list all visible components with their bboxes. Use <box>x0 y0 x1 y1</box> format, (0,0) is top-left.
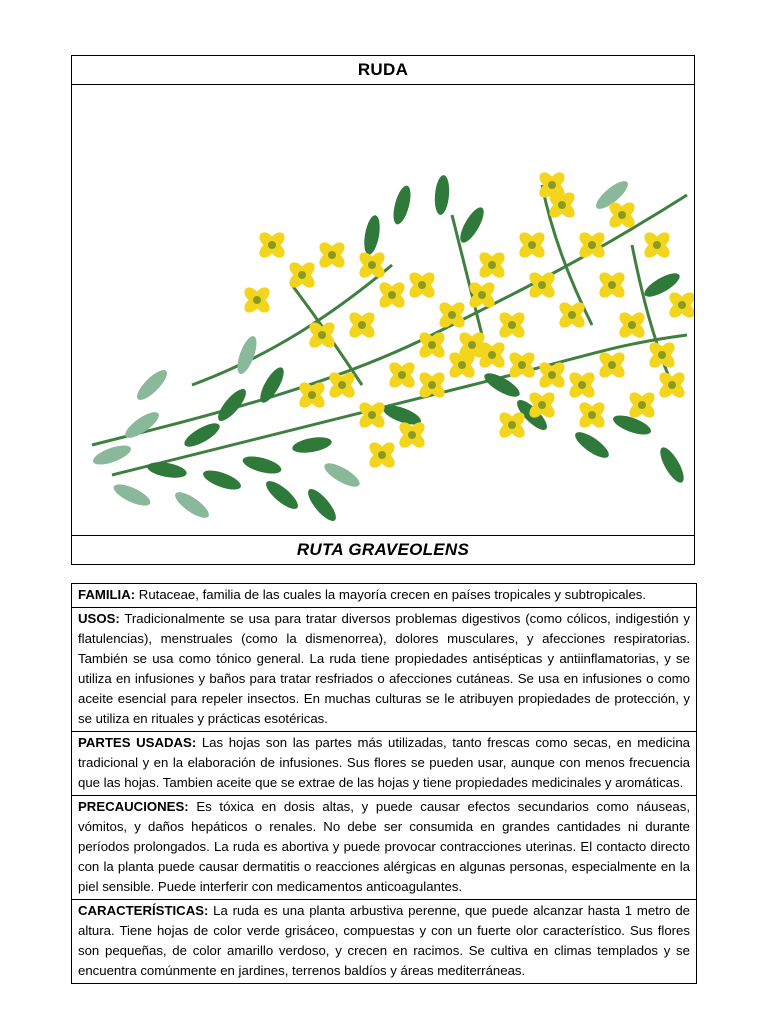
section-usos <box>72 607 696 731</box>
flower-center <box>378 451 386 459</box>
yellow-flower <box>376 279 407 310</box>
leaf <box>433 174 450 215</box>
leaf <box>91 442 133 469</box>
flower-center <box>488 261 496 269</box>
yellow-flower <box>286 259 317 290</box>
yellow-flower <box>366 439 397 470</box>
flower-center <box>408 431 416 439</box>
flower-center <box>428 381 436 389</box>
leaf <box>656 444 688 486</box>
yellow-flower <box>556 299 587 330</box>
flower-center <box>298 271 306 279</box>
flower-center <box>578 381 586 389</box>
flower-center <box>368 411 376 419</box>
leaf <box>256 364 288 406</box>
yellow-flower <box>356 249 387 280</box>
flower-center <box>628 321 636 329</box>
flower-center <box>448 311 456 319</box>
yellow-flower <box>496 309 527 340</box>
section-label: PARTES USADAS: <box>78 735 197 750</box>
yellow-flower <box>666 289 694 320</box>
leaf <box>111 480 153 510</box>
leaf <box>241 453 283 477</box>
leaf <box>172 488 213 522</box>
section-label: USOS: <box>78 611 120 626</box>
yellow-flower <box>646 339 677 370</box>
section-label: FAMILIA: <box>78 587 136 602</box>
yellow-flower <box>656 369 687 400</box>
flower-center <box>678 301 686 309</box>
flower-center <box>458 361 466 369</box>
flower-center <box>428 341 436 349</box>
yellow-flower <box>596 349 627 380</box>
yellow-flower <box>606 199 637 230</box>
section-text: Tradicionalmente se usa para tratar diversos problemas digestivos (como cólicos, indigestión y flatulencias), menstruales (como la dismenorrea), dolores musculares, y afecciones respiratorias. También se usa como tónico general. La ruda tiene propiedades antisépticas y antiinflamatorias, y se utiliza en infusiones y baños para tratar resfriados o afecciones cutáneas. Se usa en infusiones o como aceite esencial para repeler insectos. En muchas culturas se le atribuyen propiedades de protección, y se utiliza en rituales y prácticas esotéricas. <box>78 611 690 726</box>
section-caracteristicas <box>72 899 696 983</box>
yellow-flower <box>346 309 377 340</box>
section-label: PRECAUCIONES: <box>78 799 189 814</box>
flower-center <box>618 211 626 219</box>
flower-center <box>658 351 666 359</box>
flower-center <box>368 261 376 269</box>
section-text: Las hojas son las partes más utilizadas, tanto frescas como secas, en medicina tradicional y en la elaboración de infusiones. Sus flores se pueden usar, aunque con menos frecuencia que las hojas. Tambien aceite que se extrae de las hojas y tiene propiedades medicinales y aromáticas. <box>78 735 690 790</box>
flower-center <box>558 201 566 209</box>
flower-center <box>508 321 516 329</box>
yellow-flower <box>626 389 657 420</box>
yellow-flower <box>506 349 537 380</box>
yellow-flower <box>641 229 672 260</box>
flower-center <box>528 241 536 249</box>
flower-center <box>668 381 676 389</box>
plant-card <box>71 55 695 565</box>
plant-photo <box>72 85 694 536</box>
ruda-plant-illustration <box>72 85 694 535</box>
leaf <box>291 435 333 456</box>
flower-center <box>548 371 556 379</box>
leaf <box>456 204 488 246</box>
flower-center <box>608 281 616 289</box>
leaf <box>304 485 340 525</box>
leaf <box>201 467 243 494</box>
leaf <box>572 428 613 462</box>
flower-center <box>318 331 326 339</box>
flower-center <box>338 381 346 389</box>
flower-center <box>468 341 476 349</box>
plant-title: RUDA <box>72 56 694 85</box>
flower-center <box>488 351 496 359</box>
flower-center <box>508 421 516 429</box>
flower-center <box>588 411 596 419</box>
yellow-flower <box>476 249 507 280</box>
yellow-flower <box>316 239 347 270</box>
flower-center <box>478 291 486 299</box>
leaf <box>262 477 302 513</box>
flower-center <box>358 321 366 329</box>
flower-center <box>608 361 616 369</box>
section-familia <box>72 584 696 607</box>
flower-center <box>548 181 556 189</box>
leaf <box>122 408 163 442</box>
flower-center <box>418 281 426 289</box>
flower-center <box>518 361 526 369</box>
yellow-flower <box>386 359 417 390</box>
section-text: Rutaceae, familia de las cuales la mayoría crecen en países tropicales y subtropicales. <box>135 587 647 602</box>
yellow-flower <box>256 229 287 260</box>
section-partes-usadas <box>72 731 696 795</box>
section-precauciones <box>72 795 696 899</box>
flower-center <box>538 281 546 289</box>
section-text: La ruda es una planta arbustiva perenne, que puede alcanzar hasta 1 metro de altura. Tiene hojas de color verde grisáceo, compuestas y con un fuerte olor característico. Sus flores son pequeñas, de color amarillo verdoso, y crecen en racimos. Se cultiva en climas templados y se encuentra comúnmente en jardines, terrenos baldíos y áreas mediterráneas. <box>78 903 690 978</box>
flower-center <box>253 296 261 304</box>
flower-center <box>653 241 661 249</box>
flower-center <box>398 371 406 379</box>
section-text: Es tóxica en dosis altas, y puede causar efectos secundarios como náuseas, vómitos, y daños hepáticos o renales. No debe ser consumida en grandes cantidades ni durante períodos prolongados. La ruda es abortiva y puede provocar contracciones uterinas. El contacto directo con la planta puede causar dermatitis o reacciones alérgicas en algunas personas, especialmente en la piel sensible. Puede interferir con medicamentos anticoagulantes. <box>78 799 690 894</box>
yellow-flower <box>576 399 607 430</box>
yellow-flower <box>516 229 547 260</box>
scientific-name: RUTA GRAVEOLENS <box>296 540 470 559</box>
info-table <box>71 583 697 984</box>
leaf <box>321 459 363 491</box>
flower-center <box>328 251 336 259</box>
flower-center <box>588 241 596 249</box>
flower-center <box>568 311 576 319</box>
yellow-flower <box>496 409 527 440</box>
flower-center <box>308 391 316 399</box>
yellow-flower <box>406 269 437 300</box>
leaf <box>362 214 383 256</box>
flower-center <box>638 401 646 409</box>
yellow-flower <box>566 369 597 400</box>
yellow-flower <box>616 309 647 340</box>
leaf <box>390 184 414 226</box>
flower-center <box>388 291 396 299</box>
yellow-flower <box>241 284 272 315</box>
section-label: CARACTERÍSTICAS: <box>78 903 209 918</box>
leaf <box>181 419 223 451</box>
yellow-flower <box>356 399 387 430</box>
leaf <box>133 366 171 404</box>
flower-center <box>268 241 276 249</box>
flower-center <box>538 401 546 409</box>
yellow-flower <box>596 269 627 300</box>
